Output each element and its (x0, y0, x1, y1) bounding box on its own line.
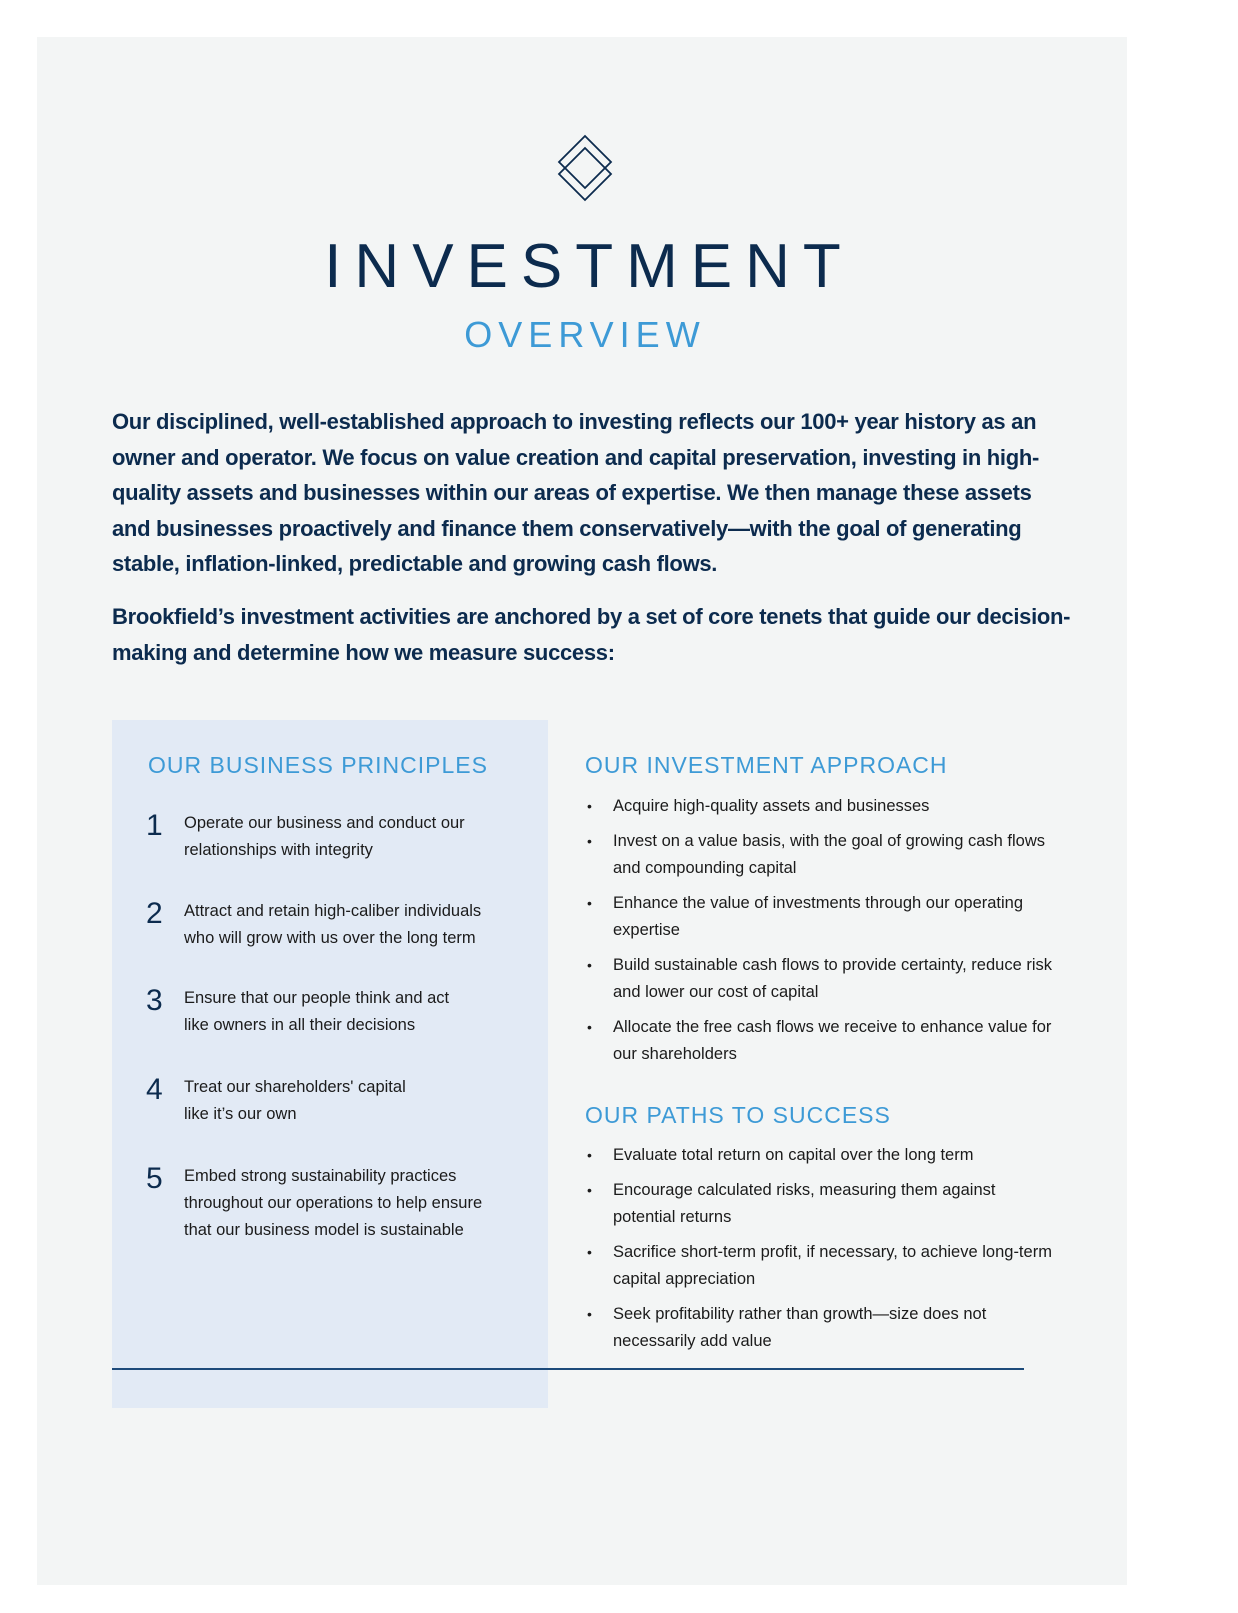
bullet-icon: • (587, 957, 592, 973)
paths-to-success-list (585, 1142, 1055, 1363)
intro-paragraph: Our disciplined, well-established approach to investing reflects our 100+ year history as an owner and operator. We focus on value creation and capital preservation, investing in high-quality assets and businesses within our areas of expertise. We then manage these assets and businesses proactively and finance them conservatively—with the goal of generating stable, inflation-linked, predictable and growing cash flows. (112, 409, 1040, 576)
list-item (585, 828, 1055, 882)
business-principles-panel (112, 720, 548, 1408)
list-item (585, 1177, 1055, 1231)
list-item-text: Invest on a value basis, with the goal of growing cash flows and compounding capital (613, 832, 1045, 877)
principle-text: Operate our business and conduct our relationships with integrity (184, 814, 465, 859)
list-item-text: Acquire high-quality assets and businesses (613, 797, 930, 815)
list-item-text: Build sustainable cash flows to provide certainty, reduce risk and lower our cost of capital (613, 956, 1052, 1001)
list-item-text: Enhance the value of investments through our operating expertise (613, 894, 1024, 939)
list-item-text: Allocate the free cash flows we receive to enhance value for our shareholders (613, 1018, 1052, 1063)
list-item (585, 1142, 1055, 1169)
list-item (585, 1239, 1055, 1293)
page-title: INVESTMENT (324, 232, 854, 301)
list-item (585, 793, 1055, 820)
investment-approach-heading: OUR INVESTMENT APPROACH (585, 752, 948, 778)
intro-paragraph-tenets: Brookfield’s investment activities are anchored by a set of core tenets that guide our decision-making and determine how we measure success: (112, 604, 1071, 665)
list-item (585, 952, 1055, 1006)
page-subtitle: OVERVIEW (464, 314, 706, 355)
principle-number: 4 (146, 1073, 163, 1106)
double-diamond-logo-icon (557, 134, 613, 202)
principle-text: Treat our shareholders' capital like it’s our own (184, 1078, 406, 1123)
principle-text: Attract and retain high-caliber individuals who will grow with us over the long term (184, 902, 482, 947)
document-page (37, 37, 1127, 1585)
list-item (585, 1014, 1055, 1068)
list-item-text: Evaluate total return on capital over the long term (613, 1146, 974, 1164)
bullet-icon: • (587, 1182, 592, 1198)
principle-number: 5 (146, 1162, 163, 1195)
bullet-icon: • (587, 833, 592, 849)
list-item-text: Encourage calculated risks, measuring them against potential returns (613, 1181, 996, 1226)
principle-number: 3 (146, 984, 163, 1017)
paths-to-success-heading: OUR PATHS TO SUCCESS (585, 1102, 891, 1128)
bullet-icon: • (587, 1306, 592, 1322)
principle-number: 1 (146, 809, 163, 842)
bullet-icon: • (587, 798, 592, 814)
bullet-icon: • (587, 1244, 592, 1260)
principle-number: 2 (146, 897, 163, 930)
business-principles-heading: OUR BUSINESS PRINCIPLES (148, 752, 488, 778)
list-item (585, 890, 1055, 944)
list-item (585, 1301, 1055, 1355)
principle-text: Ensure that our people think and act like owners in all their decisions (184, 989, 450, 1034)
bullet-icon: • (587, 1019, 592, 1035)
bottom-divider (112, 1368, 1024, 1370)
list-item-text: Seek profitability rather than growth—size does not necessarily add value (613, 1305, 987, 1350)
principle-text: Embed strong sustainability practices throughout our operations to help ensure that our business model is sustainable (184, 1167, 483, 1239)
list-item-text: Sacrifice short-term profit, if necessary, to achieve long-term capital appreciation (613, 1243, 1052, 1288)
bullet-icon: • (587, 895, 592, 911)
investment-approach-list (585, 793, 1055, 1076)
bullet-icon: • (587, 1147, 592, 1163)
